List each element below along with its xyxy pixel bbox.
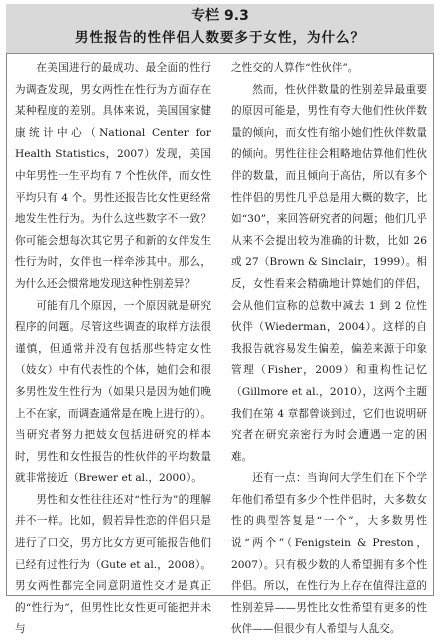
- box-header: [6, 4, 434, 54]
- paragraph: 然而，性伙伴数量的性别差异最重要的原因可能是，男性有夸大他们性伙伴数量的倾向，而女性有缩小她们性伙伴数量的倾向。男性往往会粗略地估算他们性伙伴的数量，而且倾向于高估，所以有多个性伴侣的男性几乎总是用大概的数字，比如“30”，来回答研究者的问题；他们几乎从来不会提出较为准确的计数，比如 26 或 27（Brown & Sinclair，1999）。相反，女性看来会精确地计算她们的伴侣，会从他们宣称的总数中减去 1 到 2 位性伙伴（Wiederman，2004）。这样的自我报告就容易发生偏差，偏差来源于印象管理（Fisher，2009）和重构性记忆（Gillmore et al.，2010），这两个主题我们在第 4 章都曾谈到过，它们也说明研究者在研究亲密行为时会遭遇一定的困难。: [231, 83, 427, 463]
- left-column: [15, 58, 211, 636]
- paragraph: 可能有几个原因，一个原因就是研究程序的问题。尽管这些调查的取样方法很谨慎，但通常并没有包括那些特定女性（妓女）中有代表性的个体，她们会和很多男性发生性行为（如果只是因为她们晚上不在家，而调查通常是在晚上进行的）。当研究者努力把妓女包括进研究的样本时，男性和女性报告的性伙伴的平均数量就非常接近（Brewer et al.，2000）。: [15, 299, 211, 485]
- box-label: 专栏 9.3: [191, 8, 249, 24]
- paragraph: 在美国进行的最成功、最全面的性行为调查发现，男女两性在性行为方面存在某种程度的差别。具体来说，美国国家健康统计中心（National Center for Health Statistics，2007）发现，美国中年男性一生平均有 7 个性伙伴，而女性平均只有 4 个。男性还报告比女性更经常地发生性行为。为什么这些数字不一致？你可能会想每次其它男子和新的女伴发生性行为时，女伴也一样牵涉其中。那么，为什么还会惯常地发现这种性别差异？: [15, 62, 211, 290]
- box-title: 男性报告的性伴侣人数要多于女性，为什么？: [75, 30, 365, 46]
- paragraph: 还有一点：当询问大学生们在下个学年他们希望有多少个性伴侣时，大多数女性的典型答复是“一个”，大多数男性说“两个”（Fenigstein & Preston，2007）。只有极少数的人希望拥有多个性伴侣。所以，在性行为上存在值得注意的性别差异——男性比女性希望有更多的性伙伴——但很少有人希望与人乱交。: [231, 472, 427, 636]
- right-column: [231, 58, 427, 636]
- paragraph: 男性和女性往往还对“性行为”的理解并不一样。比如，假若异性恋的伴侣只是进行了口交，男方比女方更可能报告他们已经有过性行为（Gute et al.，2008）。男女两性都完全同意阴道性交才是真正的“性行为”，但男性比女性更可能把并未与: [15, 493, 211, 636]
- paragraph-continuation: 之性交的人算作“性伙伴”。: [231, 62, 359, 74]
